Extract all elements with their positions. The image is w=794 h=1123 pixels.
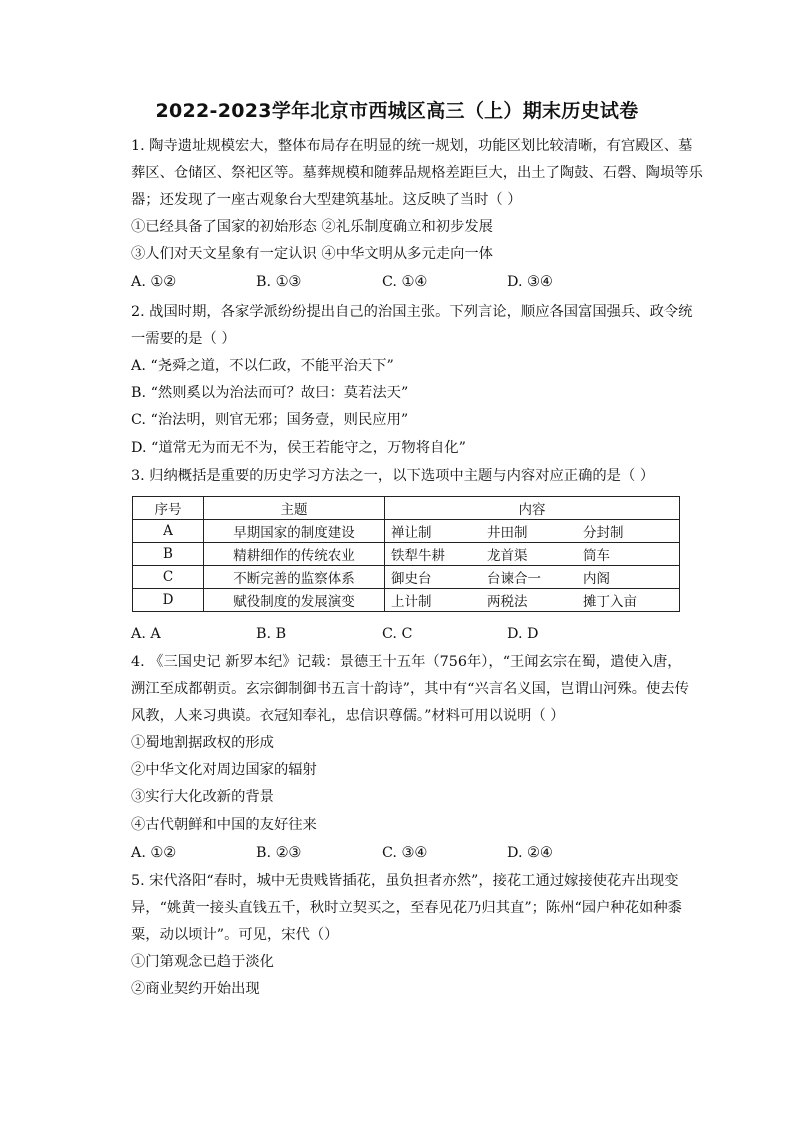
q2-line-1: 2. 战国时期，各家学派纷纷提出自己的治国主张。下列言论，顺应各国富国强兵、政令统 [131,304,693,320]
table-row [133,589,680,612]
q1-option-a: A. ①② [131,274,177,290]
table-row [133,543,680,566]
q4-option-a: A. ①② [131,845,177,861]
q1-option-d: D. ③④ [507,274,553,290]
content-item: 井田制 [486,525,528,541]
q4-line-1: 4. 《三国史记 新罗本纪》记载：景德王十五年（756年），“王闻玄宗在蜀，遣使入唐， [131,654,682,670]
table-cell-content [384,566,679,589]
table-cell-theme: 赋役制度的发展演变 [203,589,384,612]
q4-line-3: 风教，人来习典谟。衣冠知奉礼，忠信识尊儒。”材料可用以说明（ ） [131,708,565,724]
q5-line-1: 5. 宋代洛阳“春时，城中无贵贱皆插花，虽负担者亦然”，接花工通过嫁接使花卉出现变 [131,873,679,889]
content-item: 内阁 [582,571,610,587]
q1-line-5: ③人们对天文星象有一定认识 ④中华文明从多元走向一体 [131,246,493,262]
q3-option-a: A. A [131,626,161,642]
content-item: 分封制 [582,525,624,541]
q5-choice-1: ①门第观念已趋于淡化 [131,954,274,970]
q5-choice-2: ②商业契约开始出现 [131,981,260,997]
q4-option-c: C. ③④ [382,845,428,861]
table-cell-content [384,543,679,566]
table-cell-content [384,589,679,612]
table-row [133,520,680,543]
content-item: 上计制 [390,594,432,610]
q2-option-a: A. “尧舜之道，不以仁政，不能平治天下” [131,358,394,374]
table-row [133,566,680,589]
q4-choice-4: ④古代朝鲜和中国的友好往来 [131,817,317,833]
q2-option-d: D. “道常无为而无不为，侯王若能守之，万物将自化” [131,440,466,456]
table-cell-theme: 精耕细作的传统农业 [203,543,384,566]
content-item: 摊丁入亩 [582,594,637,610]
page-title: 2022-2023学年北京市西城区高三（上）期末历史试卷 [155,100,639,122]
q1-option-c: C. ①④ [382,274,428,290]
content-item: 禅让制 [390,525,432,541]
q3-option-b: B. B [256,626,287,642]
q5-line-2: 异，“姚黄一接头直钱五千，秋时立契买之，至春见花乃归其直”；陈州“园户种花如种黍 [131,900,682,916]
q3-table [132,496,680,612]
table-cell-id: D [133,589,204,612]
content-item: 龙首渠 [486,548,528,564]
table-cell-id: B [133,543,204,566]
q3-option-c: C. C [382,626,413,642]
q1-line-3: 器；还发现了一座古观象台大型建筑基址。这反映了当时（ ） [131,192,522,208]
q4-option-d: D. ②④ [507,845,553,861]
q2-option-b: B. “然则奚以为治法而可？故曰：莫若法天” [131,385,409,401]
q2-line-2: 一需要的是（ ） [131,331,236,347]
q5-line-3: 粟，动以顷计”。可见，宋代（） [131,927,339,943]
q1-line-2: 葬区、仓储区、祭祀区等。墓葬规模和随葬品规格差距巨大，出土了陶鼓、石磬、陶埙等乐 [131,165,703,181]
table-cell-theme: 早期国家的制度建设 [203,520,384,543]
q4-line-2: 溯江至成都朝贡。玄宗御制御书五言十韵诗”，其中有“兴言名义国，岂谓山河殊。使去传 [131,681,689,697]
content-item: 台谏合一 [486,571,541,587]
content-item: 两税法 [486,594,528,610]
q1-option-b: B. ①③ [256,274,302,290]
q4-choice-3: ③实行大化改新的背景 [131,789,274,805]
q3-option-d: D. D [507,626,539,642]
table-cell-id: A [133,520,204,543]
q4-choice-1: ①蜀地割据政权的形成 [131,735,274,751]
q1-line-1: 1. 陶寺遗址规模宏大，整体布局存在明显的统一规划，功能区划比较清晰，有宫殿区、墓 [131,138,693,154]
q3-stem: 3. 归纳概括是重要的历史学习方法之一，以下选项中主题与内容对应正确的是（ ） [131,468,655,484]
table-cell-content [384,520,679,543]
q2-option-c: C. “治法明，则官无邪；国务壹，则民应用” [131,412,409,428]
content-item: 筒车 [582,548,610,564]
table-header: 内容 [384,497,679,520]
q1-line-4: ①已经具备了国家的初始形态 ②礼乐制度确立和初步发展 [131,219,493,235]
table-header: 序号 [133,497,204,520]
content-item: 御史台 [390,571,432,587]
table-cell-id: C [133,566,204,589]
table-header-row [133,497,680,520]
content-item: 铁犁牛耕 [390,548,445,564]
table-cell-theme: 不断完善的监察体系 [203,566,384,589]
q4-option-b: B. ②③ [256,845,302,861]
table-header: 主题 [203,497,384,520]
q4-choice-2: ②中华文化对周边国家的辐射 [131,762,317,778]
